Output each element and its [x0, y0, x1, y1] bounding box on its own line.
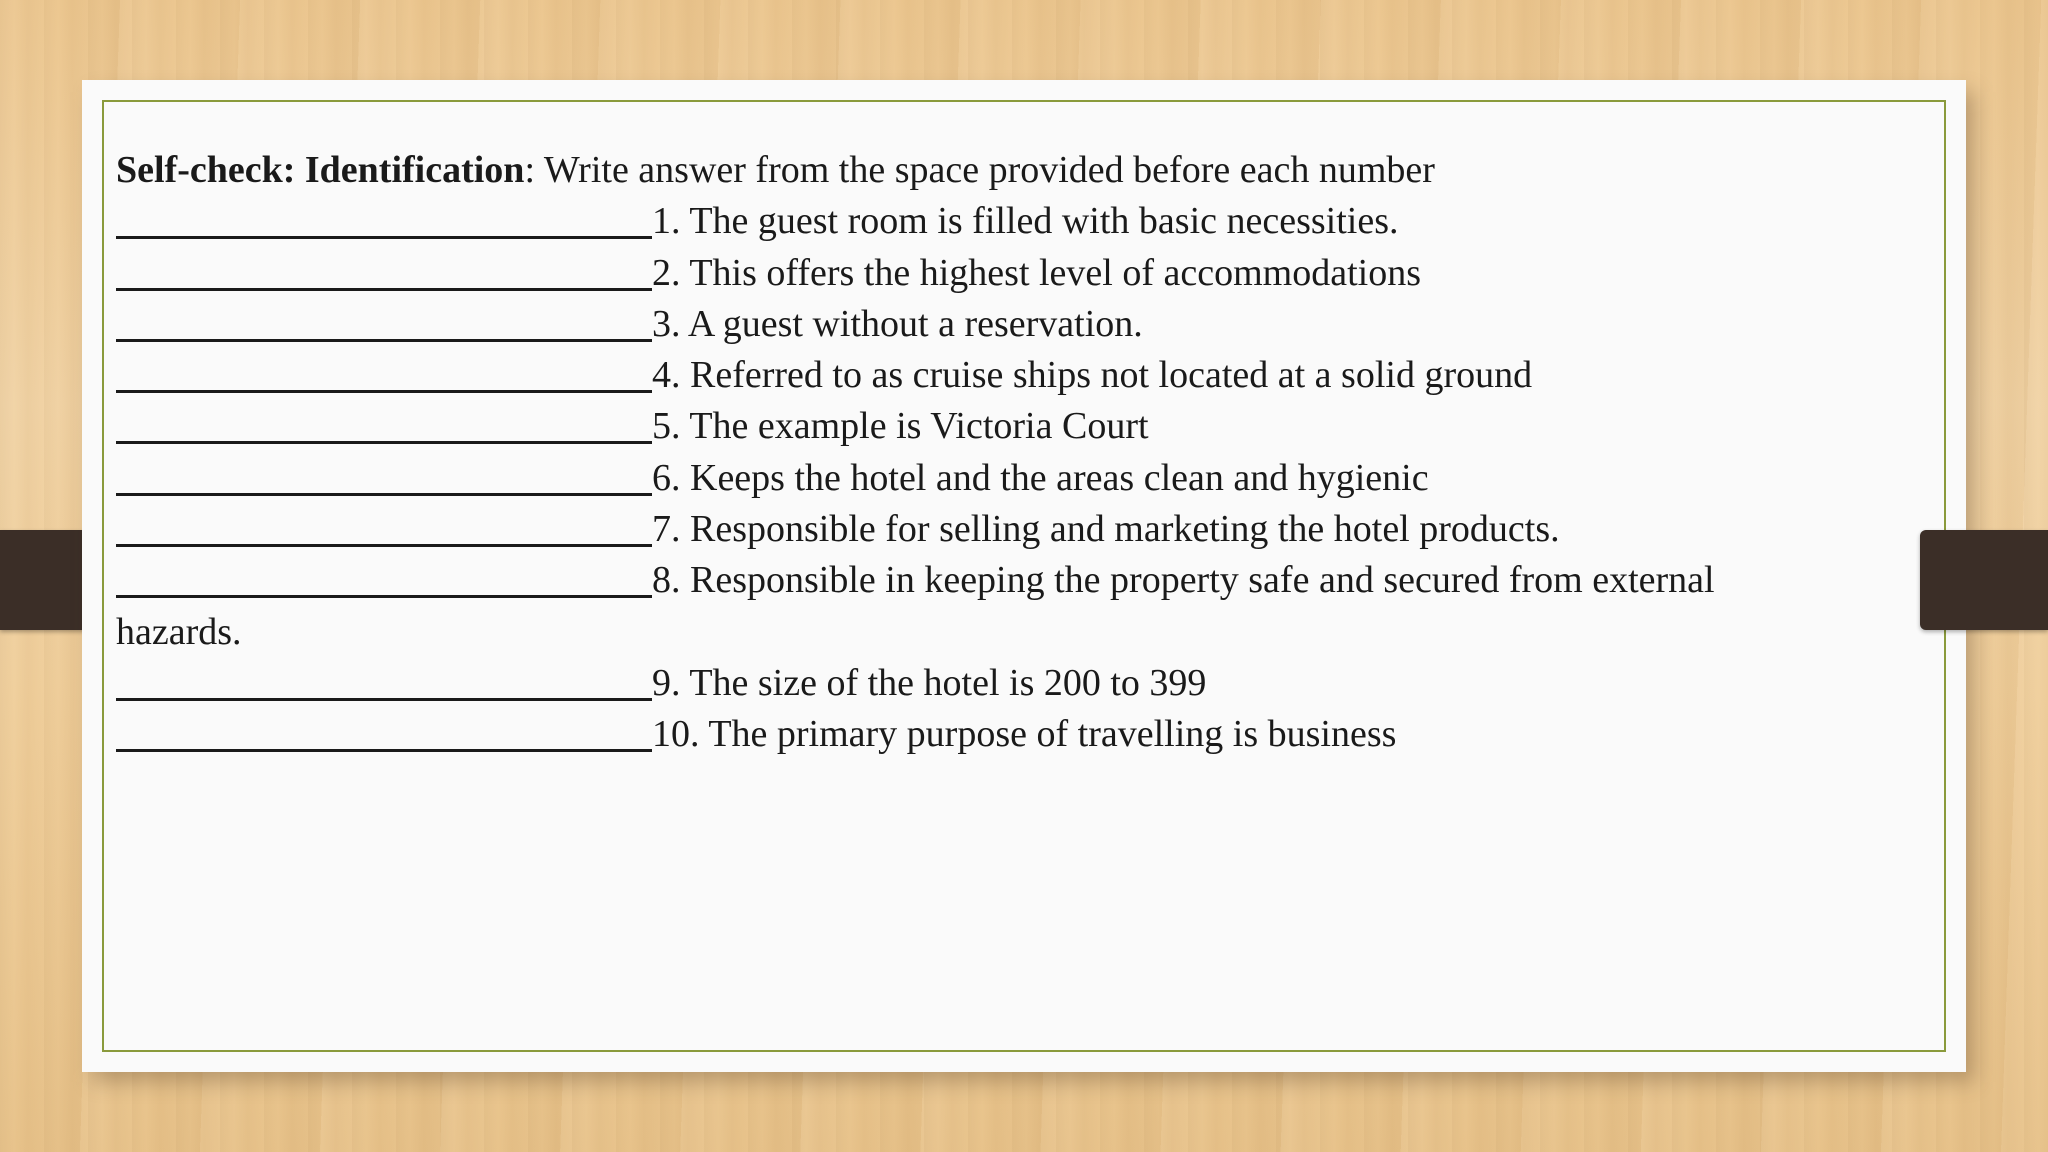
question-text-8-continuation: hazards. — [116, 610, 242, 653]
question-item-9 — [116, 658, 1816, 709]
question-item-2 — [116, 248, 1816, 299]
answer-blank-2[interactable] — [116, 250, 652, 291]
question-item-8-continuation — [116, 607, 1816, 658]
heading-instructions: : Write answer from the space provided before each number — [524, 149, 1435, 191]
question-item-8 — [116, 555, 1816, 606]
question-text-6: 6. Keeps the hotel and the areas clean and hygienic — [652, 456, 1429, 499]
question-item-4 — [116, 350, 1816, 401]
question-item-10 — [116, 709, 1816, 760]
question-item-6 — [116, 453, 1816, 504]
question-text-9: 9. The size of the hotel is 200 to 399 — [652, 661, 1207, 704]
question-text-8: 8. Responsible in keeping the property safe and secured from external — [652, 559, 1715, 602]
self-check-heading — [116, 145, 1816, 196]
question-text-2: 2. This offers the highest level of accommodations — [652, 251, 1421, 294]
question-text-7: 7. Responsible for selling and marketing the hotel products. — [652, 508, 1560, 551]
right-tab-decoration — [1920, 530, 2048, 630]
answer-blank-4[interactable] — [116, 352, 652, 393]
question-text-5: 5. The example is Victoria Court — [652, 405, 1149, 448]
answer-blank-7[interactable] — [116, 506, 652, 547]
question-item-7 — [116, 504, 1816, 555]
question-item-5 — [116, 401, 1816, 452]
answer-blank-6[interactable] — [116, 455, 652, 496]
question-item-3 — [116, 299, 1816, 350]
answer-blank-1[interactable] — [116, 198, 652, 239]
question-text-3: 3. A guest without a reservation. — [652, 302, 1143, 345]
question-text-4: 4. Referred to as cruise ships not located at a solid ground — [652, 354, 1533, 397]
question-item-1 — [116, 196, 1816, 247]
answer-blank-8[interactable] — [116, 557, 652, 598]
answer-blank-5[interactable] — [116, 403, 652, 444]
answer-blank-10[interactable] — [116, 711, 652, 752]
question-text-10: 10. The primary purpose of travelling is business — [652, 713, 1397, 756]
heading-bold: Self-check: Identification — [116, 149, 525, 191]
self-check-content — [116, 145, 1816, 761]
question-text-1: 1. The guest room is filled with basic necessities. — [652, 200, 1399, 243]
answer-blank-3[interactable] — [116, 301, 652, 342]
answer-blank-9[interactable] — [116, 660, 652, 701]
